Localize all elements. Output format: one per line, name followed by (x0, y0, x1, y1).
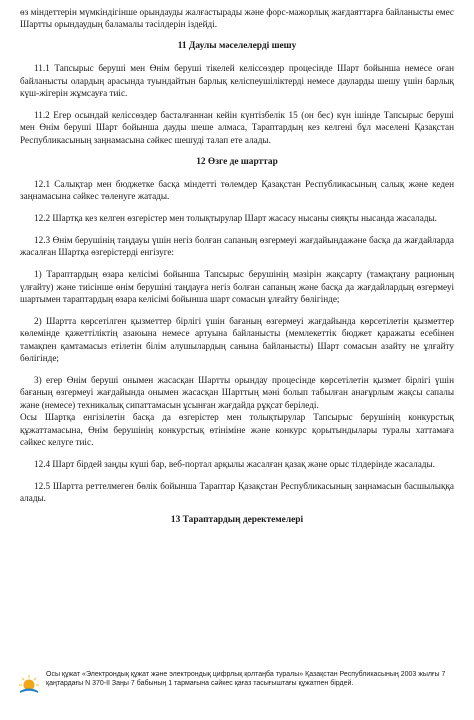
footer-legal-text: Осы құжат «Электрондық құжат және электрондық цифрлық қолтаңба туралы» Қазақстан Республикасының 2003 жылғы 7 қаңтардағы N 370-II Заңы 7 бабының 1 тармағына сәйкес қағаз тасығыштағы құжатпен бірдей. (46, 671, 446, 688)
paragraph-continuation: өз міндеттерін мүмкіндігінше орындауды жалғастырады және форс-мажорлық жағдаяттарға байланысты емес Шартты орындаудың баламалы тәсілдерін іздейді. (20, 7, 454, 30)
paragraph-12-3-item-3: 3) егер Өнім беруші онымен жасасқан Шартты орындау процесінде көрсетілетін қызмет бірлігі үшін бағаның өзгермеуі жағдайында онымен жасасқан Шарттың мәні болып табылған анағұрлым жақсы сапалы және (немесе) техникалық сипаттамасын ұсынған жағдайда рұқсат беріледі. (20, 374, 454, 410)
document-footer (18, 670, 456, 696)
paragraph-12-3-item-1: 1) Тараптардың өзара келісімі бойынша Тапсырыс берушінің мәзірін жақсарту (тамақтану рационың үлғайту) және тиісінше өнім берушіні таңдауға негіз болған сапаның және басқа да жағдайлардың өзгермеуі шартымен тараптардың өзара келісімі бойынша шарт сомасын ұлғайту бөлігінде; (20, 269, 454, 304)
paragraph-12-1: 12.1 Салықтар мен бюджетке басқа міндетті төлемдер Қазақстан Республикасының салық және кеден заңнамасына сәйкес төленуге жатады. (20, 178, 454, 201)
paragraph-11-1: 11.1 Тапсырыс беруші мен Өнім беруші тікелей келіссөздер процесінде Шарт бойынша немесе оған байланысты олардың арасында туындайтын барлық келіспеушіліктерді немесе дауларды шешу үшін барлық күш-жігерін жұмсауға тиіс. (20, 63, 454, 99)
section-heading-13: 13 Тараптардың деректемелері (170, 515, 304, 526)
paragraph-12-3-note: Осы Шартқа енгізілетін басқа да өзгерістер мен толықтырулар Тапсырыс берушінің конкурстық құжаттамасына, Өнім берушінің конкурстық өтініміне және конкурс қорытындылары туралы хаттамаға сәйкес келуге тиіс. (20, 412, 454, 447)
paragraph-12-3: 12.3 Өнім берушінің таңдауы үшін негіз болған сапаның өзгермеуі жағдайындажәне басқа да жағдайларда жасалған Шартқа өзгерістерді енгізуге: (20, 234, 454, 258)
section-heading-12: 12 Өзге де шарттар (196, 156, 278, 167)
paragraph-11-2: 11.2 Егер осындай келіссөздер басталғаннан кейін күнтізбелік 15 (он бес) күн ішінде Тапсырыс беруші мен Өнім беруші Шарт бойынша дауды шеше алмаса, Тараптардың кез келгені бұл мәселені Қазақстан Республикасының заңнамасына сәйкес шешуді талап ете алады. (20, 109, 454, 145)
paragraph-12-3-item-2: 2) Шартта көрсетілген қызметтер бірлігі үшін бағаның өзгермеуі жағдайында көрсетілетін қызметтер көлемінде қажеттіліктің азаюына немесе артуына байланысты (мемлекеттік бюджет қаражаты есебінен тамақпен қамтамасыз етілетін білім алушылардың санына байланысты) Шарт сомасын азайту не ұлғайту бөлігінде; (20, 315, 454, 364)
paragraph-12-5: 12.5 Шартта реттелмеген бөлік бойынша Тараптар Қазақстан Республикасының заңнамасын басшылыққа алады. (20, 480, 454, 504)
paragraph-12-4: 12.4 Шарт бірдей заңды күші бар, веб-портал арқылы жасалған қазақ және орыс тілдерінде жасалады. (34, 458, 435, 469)
egov-sun-logo-icon (18, 674, 40, 696)
section-heading-11: 11 Даулы мәселелерді шешу (177, 41, 297, 52)
ribbon-shape (20, 689, 38, 694)
paragraph-12-2: 12.2 Шартқа кез келген өзгерістер мен толықтырулар Шарт жасасу нысаны сияқты нысанда жасалады. (34, 212, 437, 223)
